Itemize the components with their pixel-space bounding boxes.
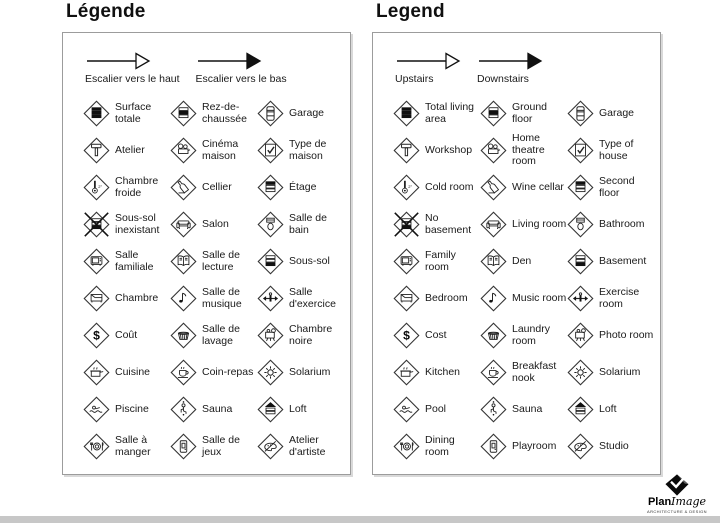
pool-icon <box>393 396 420 423</box>
stairs-up-arrow <box>85 51 180 85</box>
family-room-icon <box>393 248 420 275</box>
cost-icon <box>83 322 110 349</box>
legend-item-label: Studio <box>599 439 629 452</box>
legend-item-label: Sauna <box>512 402 543 415</box>
breakfast-nook-icon <box>480 359 507 386</box>
basement-icon <box>257 248 284 275</box>
legend-item-house-type <box>567 132 654 169</box>
legend-item-family-room <box>393 243 480 280</box>
legend-item-bathroom <box>567 206 654 243</box>
arrow-label: Downstairs <box>477 73 529 85</box>
legend-item-den <box>480 243 567 280</box>
legend-item-label: Chambre <box>115 291 159 304</box>
legend-item-label: Sous-sol <box>289 254 330 267</box>
legend-item-label: Garage <box>599 106 635 119</box>
wine-cellar-icon <box>480 174 507 201</box>
legend-item-garage <box>257 95 344 132</box>
legend-item-second-floor <box>567 169 654 206</box>
legend-item-laundry-room <box>170 317 257 354</box>
legend-panel-english <box>372 32 661 475</box>
legend-item-label: Workshop <box>425 143 473 156</box>
legend-item-label: Cold room <box>425 180 474 193</box>
legend-item-garage <box>567 95 654 132</box>
stairs-down-arrow-icon <box>477 51 543 71</box>
legend-item-label: Basement <box>599 254 647 267</box>
pool-icon <box>83 396 110 423</box>
second-floor-icon <box>567 174 594 201</box>
legend-item-label: Living room <box>512 217 567 230</box>
stairs-down-arrow-icon <box>196 51 262 71</box>
legend-item-home-theatre <box>170 132 257 169</box>
garage-icon <box>257 100 284 127</box>
legend-item-sauna <box>480 391 567 428</box>
legend-item-label: Sauna <box>202 402 233 415</box>
bedroom-icon <box>393 285 420 312</box>
legend-item-laundry-room <box>480 317 567 354</box>
legend-item-label: Loft <box>599 402 617 415</box>
wine-cellar-icon <box>170 174 197 201</box>
music-room-icon <box>170 285 197 312</box>
legend-item-bedroom <box>393 280 480 317</box>
cost-icon <box>393 322 420 349</box>
legend-item-pool <box>393 391 480 428</box>
stairs-down-arrow <box>477 51 543 85</box>
logo-tagline: ARCHITECTURE & DESIGN <box>647 509 707 514</box>
legend-item-label: Piscine <box>115 402 149 415</box>
svg-text:$: $ <box>403 328 410 343</box>
legend-item-workshop <box>393 132 480 169</box>
legend-item-family-room <box>83 243 170 280</box>
sauna-icon <box>170 396 197 423</box>
legend-item-playroom <box>170 428 257 465</box>
legend-item-bedroom <box>83 280 170 317</box>
ground-floor-icon <box>480 100 507 127</box>
cold-room-icon <box>83 174 110 201</box>
legend-item-label: Chambre noire <box>289 322 333 347</box>
legend-item-label: Cost <box>425 328 447 341</box>
legend-item-cold-room <box>393 169 480 206</box>
stair-arrow-key <box>395 51 654 85</box>
solarium-icon <box>257 359 284 386</box>
svg-text:2°: 2° <box>408 183 413 189</box>
legend-item-wine-cellar <box>480 169 567 206</box>
arrow-label: Escalier vers le bas <box>195 73 287 85</box>
legend-item-label: Breakfast nook <box>512 359 557 384</box>
legend-item-exercise-room <box>567 280 654 317</box>
legend-item-label: Dining room <box>425 433 455 458</box>
legend-item-workshop <box>83 132 170 169</box>
laundry-room-icon <box>480 322 507 349</box>
dining-room-icon <box>83 433 110 460</box>
studio-icon <box>567 433 594 460</box>
arrow-label: Upstairs <box>395 73 434 85</box>
legend-item-ground-floor <box>480 95 567 132</box>
legend-item-label: Total living area <box>425 100 475 125</box>
legend-item-label: Music room <box>512 291 567 304</box>
legend-item-music-room <box>480 280 567 317</box>
solarium-icon <box>567 359 594 386</box>
legend-item-basement <box>567 243 654 280</box>
legend-item-cost <box>393 317 480 354</box>
planimage-diamond-icon <box>646 473 708 497</box>
legend-item-ground-floor <box>170 95 257 132</box>
legend-item-photo-room <box>567 317 654 354</box>
no-basement-icon <box>393 211 420 238</box>
legend-item-label: Kitchen <box>425 365 461 378</box>
legend-item-label: Salle de lecture <box>202 248 240 273</box>
family-room-icon <box>83 248 110 275</box>
bathroom-icon <box>257 211 284 238</box>
legend-item-basement <box>257 243 344 280</box>
legend-item-no-basement <box>393 206 480 243</box>
legend-item-label: Rez-de-chaussée <box>202 100 247 125</box>
legend-item-kitchen <box>83 354 170 391</box>
ground-floor-icon <box>170 100 197 127</box>
legend-item-label: Pool <box>425 402 447 415</box>
legend-item-label: Playroom <box>512 439 557 452</box>
legend-item-studio <box>257 428 344 465</box>
second-floor-icon <box>257 174 284 201</box>
legend-item-label: Bathroom <box>599 217 645 230</box>
legend-item-sauna <box>170 391 257 428</box>
legend-item-cold-room <box>83 169 170 206</box>
legend-item-label: Salle d'exercice <box>289 285 336 310</box>
home-theatre-icon <box>480 137 507 164</box>
legend-item-loft <box>257 391 344 428</box>
legend-item-label: Cinéma maison <box>202 137 239 162</box>
page-title-english: Legend <box>376 1 445 22</box>
legend-item-label: Solarium <box>289 365 331 378</box>
kitchen-icon <box>393 359 420 386</box>
legend-item-label: Atelier d'artiste <box>289 433 326 458</box>
garage-icon <box>567 100 594 127</box>
legend-item-label: Ground floor <box>512 100 548 125</box>
legend-item-label: Salle de musique <box>202 285 242 310</box>
total-area-icon <box>393 100 420 127</box>
legend-item-label: Cellier <box>202 180 232 193</box>
svg-text:2°: 2° <box>98 183 103 189</box>
total-area-icon <box>83 100 110 127</box>
legend-item-dining-room <box>83 428 170 465</box>
stairs-up-arrow <box>395 51 461 85</box>
legend-item-label: Wine cellar <box>512 180 564 193</box>
stair-arrow-key <box>85 51 344 85</box>
legend-item-total-area <box>393 95 480 132</box>
legend-panel-french <box>62 32 351 475</box>
house-type-icon <box>257 137 284 164</box>
den-icon <box>480 248 507 275</box>
laundry-room-icon <box>170 322 197 349</box>
workshop-icon <box>83 137 110 164</box>
legend-item-label: Salon <box>202 217 229 230</box>
legend-item-kitchen <box>393 354 480 391</box>
workshop-icon <box>393 137 420 164</box>
legend-item-label: Salle de jeux <box>202 433 240 458</box>
legend-item-living-room <box>480 206 567 243</box>
house-type-icon <box>567 137 594 164</box>
basement-icon <box>567 248 594 275</box>
svg-text:$: $ <box>93 328 100 343</box>
legend-item-pool <box>83 391 170 428</box>
legend-item-total-area <box>83 95 170 132</box>
legend-item-second-floor <box>257 169 344 206</box>
loft-icon <box>567 396 594 423</box>
legend-item-den <box>170 243 257 280</box>
cold-room-icon <box>393 174 420 201</box>
legend-item-label: Garage <box>289 106 325 119</box>
logo-word-plan: Plan <box>647 496 672 508</box>
stairs-down-arrow <box>196 51 287 85</box>
studio-icon <box>257 433 284 460</box>
legend-item-label: Cuisine <box>115 365 151 378</box>
loft-icon <box>257 396 284 423</box>
legend-item-label: Bedroom <box>425 291 468 304</box>
legend-item-photo-room <box>257 317 344 354</box>
living-room-icon <box>170 211 197 238</box>
legend-item-solarium <box>257 354 344 391</box>
den-icon <box>170 248 197 275</box>
music-room-icon <box>480 285 507 312</box>
breakfast-nook-icon <box>170 359 197 386</box>
bottom-edge-bar <box>0 516 720 523</box>
legend-item-house-type <box>257 132 344 169</box>
playroom-icon <box>480 433 507 460</box>
legend-item-label: Coin-repas <box>202 365 254 378</box>
legend-item-label: Exercise room <box>599 285 640 310</box>
legend-item-home-theatre <box>480 132 567 169</box>
legend-item-label: Den <box>512 254 532 267</box>
legend-item-solarium <box>567 354 654 391</box>
legend-item-label: Salle à manger <box>115 433 151 458</box>
legend-item-label: Solarium <box>599 365 641 378</box>
exercise-room-icon <box>257 285 284 312</box>
legend-item-label: Salle de lavage <box>202 322 240 347</box>
legend-item-label: Home theatre room <box>512 132 545 168</box>
bathroom-icon <box>567 211 594 238</box>
photo-room-icon <box>567 322 594 349</box>
home-theatre-icon <box>170 137 197 164</box>
legend-item-loft <box>567 391 654 428</box>
arrow-label: Escalier vers le haut <box>85 73 180 85</box>
legend-item-living-room <box>170 206 257 243</box>
no-basement-icon <box>83 211 110 238</box>
legend-item-label: Chambre froide <box>115 174 159 199</box>
legend-item-label: Loft <box>289 402 307 415</box>
legend-item-label: Photo room <box>599 328 654 341</box>
photo-room-icon <box>257 322 284 349</box>
legend-item-label: Second floor <box>599 174 635 199</box>
bedroom-icon <box>83 285 110 312</box>
legend-item-bathroom <box>257 206 344 243</box>
stairs-up-arrow-icon <box>85 51 151 71</box>
legend-item-cost <box>83 317 170 354</box>
logo-word-image: Image <box>671 495 707 508</box>
stairs-up-arrow-icon <box>395 51 461 71</box>
exercise-room-icon <box>567 285 594 312</box>
legend-item-music-room <box>170 280 257 317</box>
legend-grid <box>83 95 344 465</box>
legend-item-studio <box>567 428 654 465</box>
legend-item-label: Family room <box>425 248 456 273</box>
legend-item-breakfast-nook <box>170 354 257 391</box>
legend-item-playroom <box>480 428 567 465</box>
sauna-icon <box>480 396 507 423</box>
legend-item-label: Coût <box>115 328 138 341</box>
legend-item-label: Laundry room <box>512 322 550 347</box>
legend-item-no-basement <box>83 206 170 243</box>
dining-room-icon <box>393 433 420 460</box>
legend-item-dining-room <box>393 428 480 465</box>
legend-item-wine-cellar <box>170 169 257 206</box>
legend-item-breakfast-nook <box>480 354 567 391</box>
legend-item-exercise-room <box>257 280 344 317</box>
legend-item-label: Sous-sol inexistant <box>115 211 160 236</box>
legend-item-label: Surface totale <box>115 100 152 125</box>
kitchen-icon <box>83 359 110 386</box>
legend-item-label: Type de maison <box>289 137 327 162</box>
legend-item-label: No basement <box>425 211 472 236</box>
legend-item-label: Salle de bain <box>289 211 327 236</box>
legend-item-label: Type of house <box>599 137 634 162</box>
page-title-french: Légende <box>66 1 146 22</box>
planimage-wordmark <box>646 496 708 508</box>
legend-item-label: Atelier <box>115 143 145 156</box>
legend-item-label: Étage <box>289 180 317 193</box>
legend-grid <box>393 95 654 465</box>
planimage-logo <box>646 473 708 514</box>
playroom-icon <box>170 433 197 460</box>
living-room-icon <box>480 211 507 238</box>
legend-item-label: Salle familiale <box>115 248 154 273</box>
